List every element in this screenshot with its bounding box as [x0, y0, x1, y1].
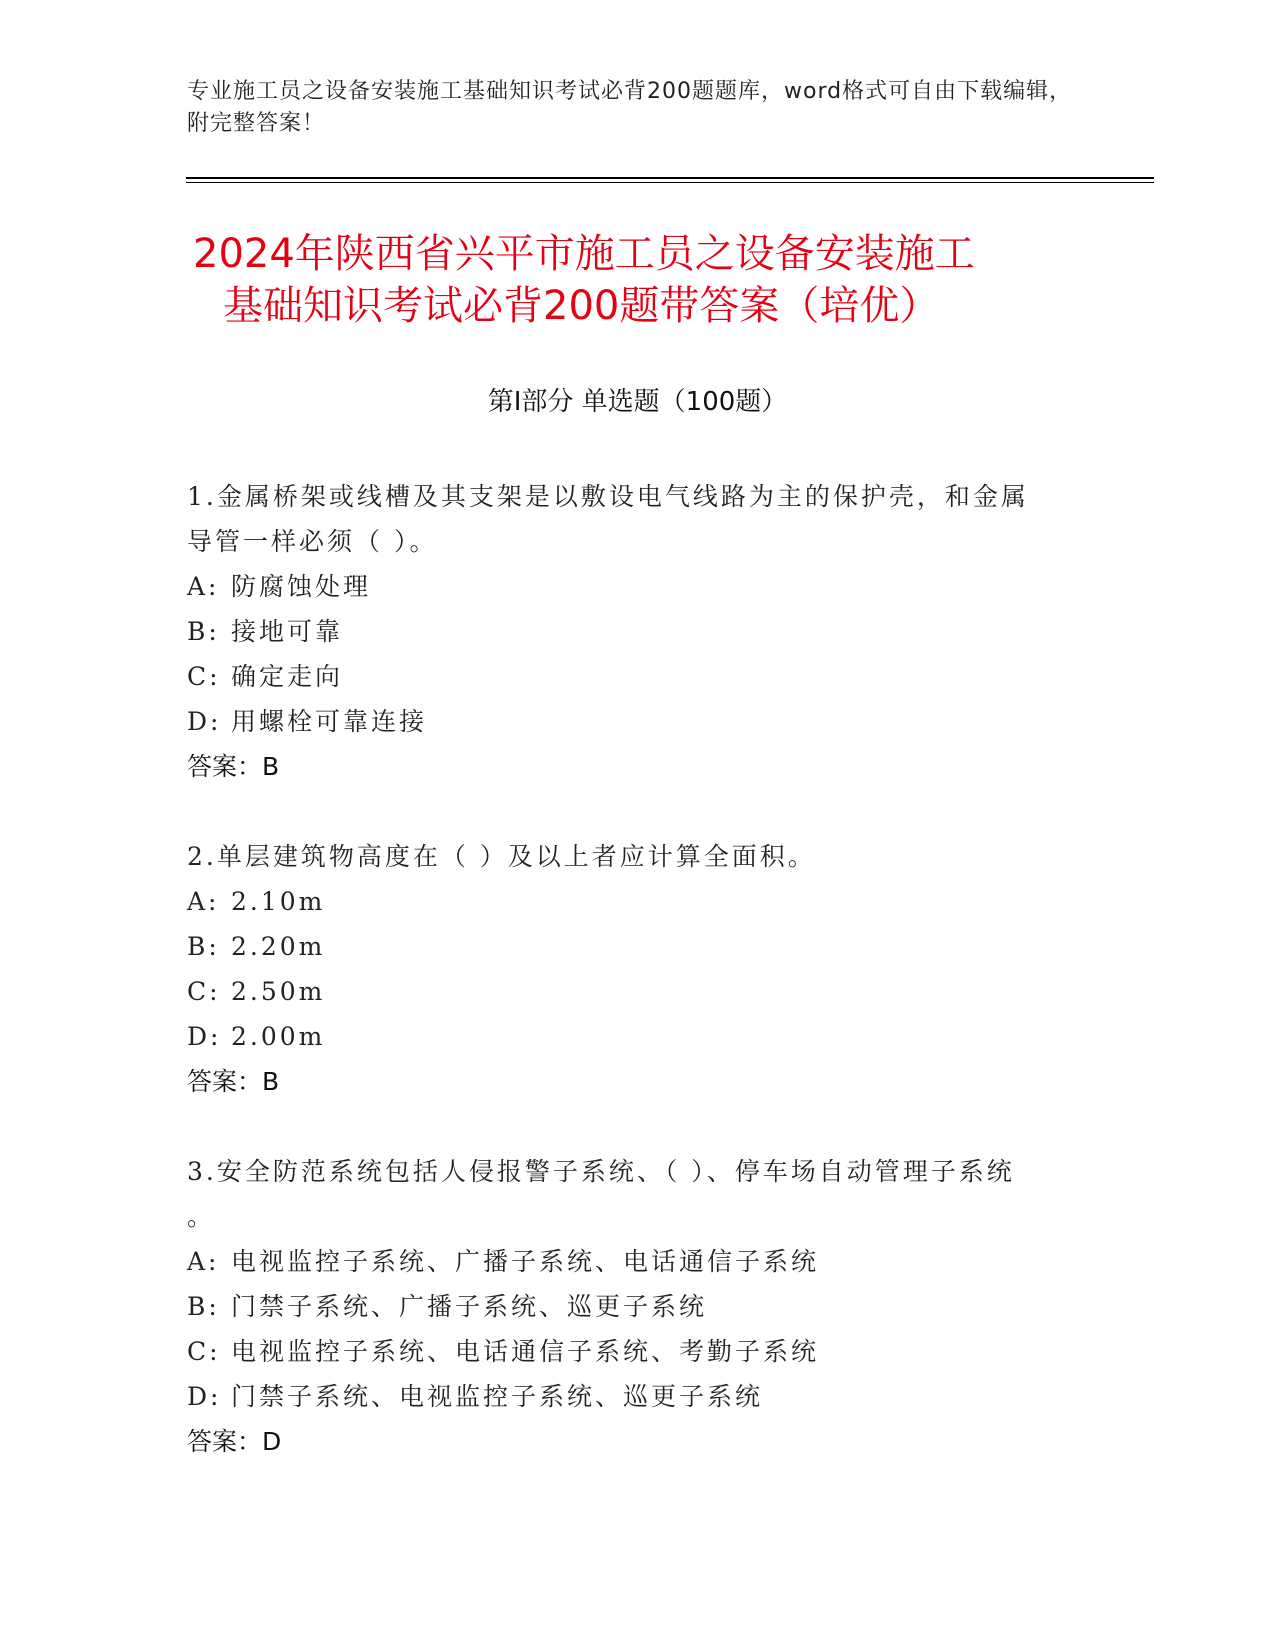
question-stem-continued: 。 — [187, 1202, 216, 1231]
answer: 答案：B — [187, 1067, 280, 1096]
option-b — [187, 924, 1087, 969]
question-stem: 2.单层建筑物高度在（ ）及以上者应计算全面积。 — [187, 842, 816, 871]
section-heading: 第Ⅰ部分 单选题（100题） — [487, 387, 788, 417]
header-divider-thick — [186, 177, 1154, 179]
option-label: A: — [187, 887, 220, 916]
option-label: D: — [187, 707, 222, 736]
option-text: 门禁子系统、电视监控子系统、巡更子系统 — [231, 1382, 764, 1411]
answer: 答案：D — [187, 1427, 282, 1456]
option-label: C: — [187, 662, 221, 691]
option-text: 2.50m — [231, 977, 326, 1006]
option-c — [187, 969, 1087, 1014]
option-d — [187, 699, 1087, 744]
option-d — [187, 1014, 1087, 1059]
option-text: 接地可靠 — [231, 617, 344, 646]
option-a — [187, 564, 1087, 609]
option-label: C: — [187, 977, 221, 1006]
option-label: A: — [187, 572, 220, 601]
question-stem: 1.金属桥架或线槽及其支架是以敷设电气线路为主的保护壳，和金属 — [187, 482, 1029, 511]
option-text: 2.10m — [231, 887, 326, 916]
option-label: A: — [187, 1247, 220, 1276]
option-text: 2.00m — [231, 1022, 326, 1051]
option-label: B: — [187, 1292, 220, 1321]
option-a — [187, 1239, 1087, 1284]
option-label: B: — [187, 617, 220, 646]
document-title-line1: 2024年陕西省兴平市施工员之设备安装施工 — [193, 231, 975, 277]
question-stem-continued: 导管一样必须（ ）。 — [187, 527, 438, 556]
question-list — [187, 474, 1087, 1509]
option-text: 电视监控子系统、广播子系统、电话通信子系统 — [231, 1247, 820, 1276]
option-b — [187, 609, 1087, 654]
option-a — [187, 879, 1087, 924]
option-c — [187, 1329, 1087, 1374]
header-divider-thin — [186, 182, 1154, 183]
option-text: 2.20m — [231, 932, 326, 961]
option-text: 确定走向 — [231, 662, 344, 691]
option-text: 防腐蚀处理 — [231, 572, 372, 601]
answer: 答案：B — [187, 752, 280, 781]
option-c — [187, 654, 1087, 699]
option-label: B: — [187, 932, 220, 961]
question-stem: 3.安全防范系统包括人侵报警子系统、（ ）、停车场自动管理子系统 — [187, 1157, 1015, 1186]
option-d — [187, 1374, 1087, 1419]
document-title — [150, 228, 1125, 332]
question-1 — [187, 474, 1087, 789]
question-3 — [187, 1149, 1087, 1464]
option-label: D: — [187, 1022, 222, 1051]
option-label: D: — [187, 1382, 222, 1411]
header-note: 专业施工员之设备安装施工基础知识考试必背200题题库，word格式可自由下载编辑，附完整答案！ — [187, 79, 1073, 136]
option-text: 门禁子系统、广播子系统、巡更子系统 — [231, 1292, 708, 1321]
option-label: C: — [187, 1337, 221, 1366]
document-title-line2: 基础知识考试必背200题带答案（培优） — [223, 283, 940, 329]
option-text: 用螺栓可靠连接 — [231, 707, 428, 736]
option-b — [187, 1284, 1087, 1329]
option-text: 电视监控子系统、电话通信子系统、考勤子系统 — [231, 1337, 820, 1366]
question-2 — [187, 834, 1087, 1104]
